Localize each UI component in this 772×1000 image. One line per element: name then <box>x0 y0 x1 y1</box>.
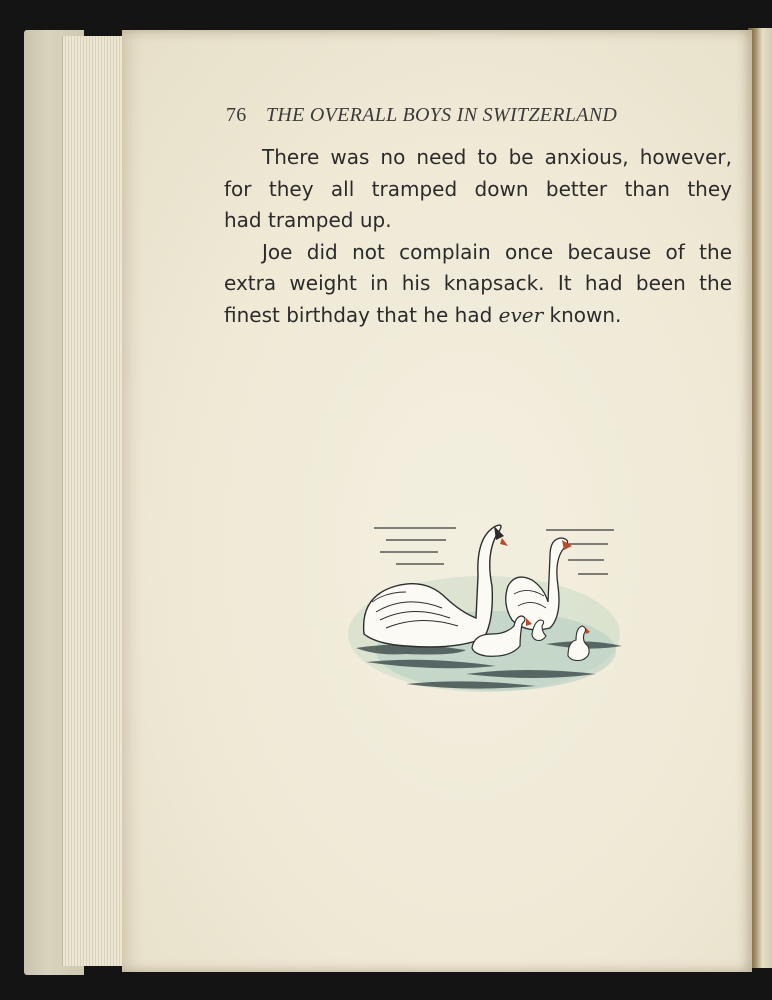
line-3-start: finest birthday that he had <box>224 302 499 327</box>
paragraph-2-line-1: Joe did not complain once because of the <box>262 239 732 264</box>
paragraph-1-line-2: for they all tramped down better than they <box>224 176 732 201</box>
page-number: 76 <box>226 104 247 126</box>
running-title: THE OVERALL BOYS IN SWITZERLAND <box>265 104 618 126</box>
paragraph-2-line-3 <box>224 300 732 332</box>
emphasized-word: ever <box>498 302 544 327</box>
paragraph-2-line-2: extra weight in his knapsack. It had been the <box>224 271 732 295</box>
paragraph-1-line-1: There was no need to be anxious, however, <box>262 145 732 169</box>
body-text <box>224 142 732 331</box>
page-stack-edges <box>62 36 125 966</box>
paragraph-1-line-3: had tramped up. <box>224 208 392 232</box>
running-head <box>226 104 706 127</box>
swans-illustration <box>346 516 626 708</box>
line-3-end: known. <box>543 302 622 327</box>
